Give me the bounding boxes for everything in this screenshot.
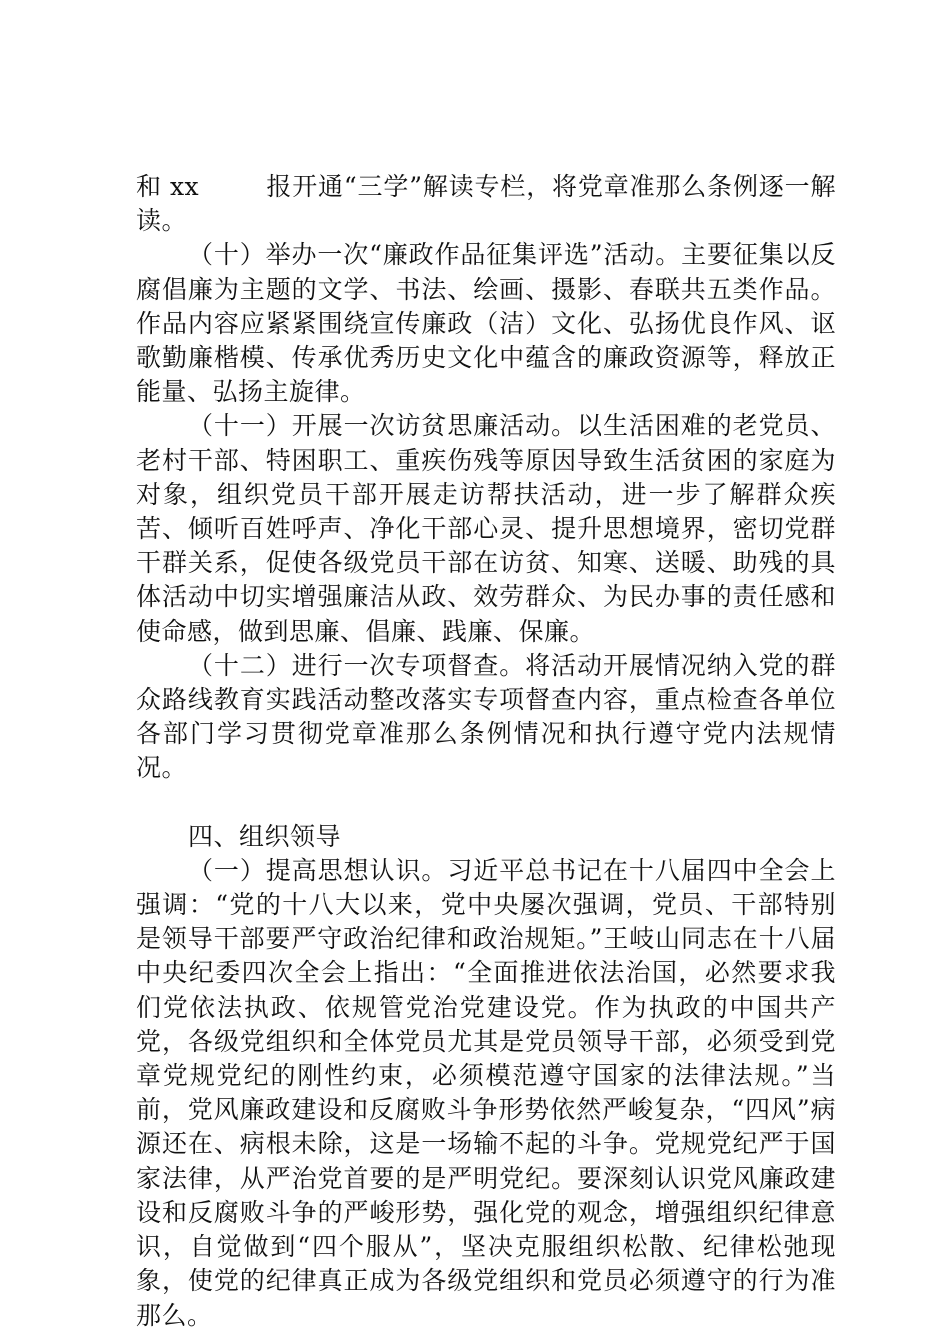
paragraph-continuation-text: 报开通“三学”解读专栏，将党章准那么条例逐一解读。: [136, 172, 836, 236]
paragraph-leadership-1: （一）提高思想认识。习近平总书记在十八届四中全会上强调：“党的十八大以来，党中央屡次强调，党员、干部特别是领导干部要严守政治纪律和政治规矩。”王岐山同志在十八届中央纪委四次全会上指出：“全面推进依法治国，必然要求我们党依法执政、依规管党治党建设党。作为执政的中国共产党，各级党组织和全体党员尤其是党员领导干部，必须受到党章党规党纪的刚性约束，必须模范遵守国家的法律法规。”当前，党风廉政建设和反腐败斗争形势依然严峻复杂，“四风”病源还在、病根未除，这是一场输不起的斗争。党规党纪严于国家法律，从严治党首要的是严明党纪。要深刻认识党风廉政建设和反腐败斗争的严峻形势，强化党的观念，增强组织纪律意识，自觉做到“四个服从”，坚决克服组织松散、纪律松弛现象，使党的纪律真正成为各级党组织和党员必须遵守的行为准那么。: [136, 855, 836, 1330]
document-body: [136, 170, 836, 1333]
paragraph-item-11: （十一）开展一次访贫思廉活动。以生活困难的老党员、老村干部、特困职工、重疾伤残等原因导致生活贫困的家庭为对象，组织党员干部开展走访帮扶活动，进一步了解群众疾苦、倾听百姓呼声、净化干部心灵、提升思想境界，密切党群干群关系，促使各级党员干部在访贫、知寒、送暖、助残的具体活动中切实增强廉洁从政、效劳群众、为民办事的责任感和使命感，做到思廉、倡廉、践廉、保廉。: [136, 411, 836, 646]
paragraph-item-10: （十）举办一次“廉政作品征集评选”活动。主要征集以反腐倡廉为主题的文学、书法、绘画、摄影、春联共五类作品。作品内容应紧紧围绕宣传廉政（洁）文化、弘扬优良作风、讴歌勤廉楷模、传承优秀历史文化中蕴含的廉政资源等，释放正能量、弘扬主旋律。: [136, 240, 836, 407]
section-spacer: [136, 786, 836, 820]
paragraph-item-12: （十二）进行一次专项督查。将活动开展情况纳入党的群众路线教育实践活动整改落实专项督查内容，重点检查各单位各部门学习贯彻党章准那么条例情况和执行遵守党内法规情况。: [136, 650, 836, 783]
paragraph-continuation: [136, 170, 836, 238]
section-heading: 四、组织领导: [188, 821, 342, 851]
paragraph-continuation-lead: 和 xx: [136, 172, 200, 201]
